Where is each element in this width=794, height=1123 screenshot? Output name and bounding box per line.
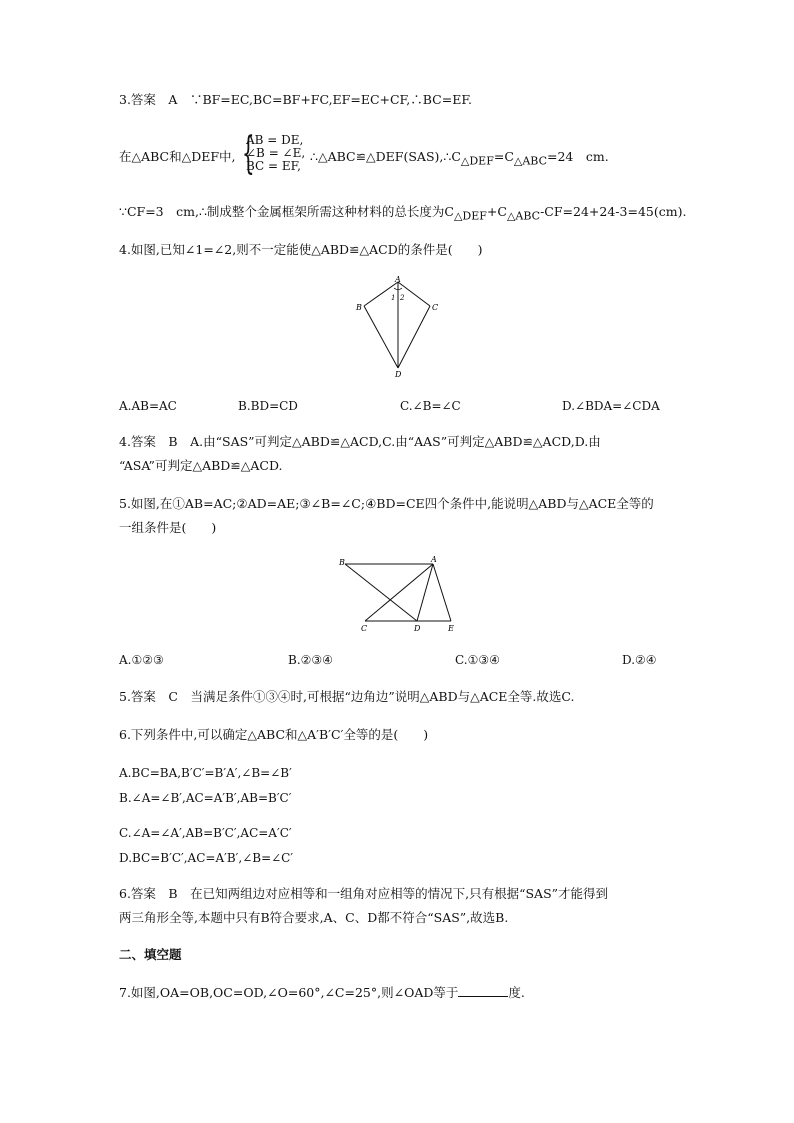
q5-label-E: E [448,624,454,633]
q4-question: 4.如图,已知∠1=∠2,则不一定能使△ABD≌△ACD的条件是( ) [119,242,483,257]
q5-option-c: C.①③④ [455,653,500,667]
q3-system-eq-3: BC = EF, [246,159,301,173]
q4-label-C: C [432,303,439,312]
q4-option-d: D.∠BDA=∠CDA [562,399,660,413]
q5-question-line-1: 5.如图,在①AB=AC;②AD=AE;③∠B=∠C;④BD=CE四个条件中,能说明△ABD与△ACE全等的 [119,496,654,511]
q6-option-c: C.∠A=∠A′,AB=B′C′,AC=A′C′ [119,826,292,840]
q3-system-eq-2: ∠B = ∠E, [246,146,306,160]
q3-sub-def: △DEF [460,154,494,168]
q5-label-C: C [361,624,368,633]
q4-label-A: A [395,275,401,284]
q5-question-line-2: 一组条件是( ) [119,520,217,535]
q6-answer-line-2: 两三角形全等,本题中只有B符合要求,A、C、D都不符合“SAS”,故选B. [119,910,509,925]
q5-option-a: A.①②③ [119,653,164,667]
q3-line3-sub2: △ABC [506,209,541,223]
q4-label-D: D [395,370,402,379]
q4-label-1: 1 [391,294,396,302]
q6-option-d: D.BC=B′C′,AC=A′B′,∠B=∠C′ [119,851,294,865]
q4-kite-figure [350,272,450,382]
q7-question [119,984,525,1001]
q5-label-B: B [339,558,345,567]
q7-answer-blank[interactable] [458,984,508,997]
q4-option-c: C.∠B=∠C [400,399,461,413]
q4-label-B: B [356,303,362,312]
q7-question-text: 7.如图,OA=OB,OC=OD,∠O=60°,∠C=25°,则∠OAD等于 [119,985,459,1000]
q5-option-d: D.②④ [622,653,657,667]
brace-icon: { [242,128,255,179]
q3-answer-line: 3.答案 A ∵BF=EC,BC=BF+FC,EF=EC+CF,∴BC=EF. [119,92,473,107]
q4-label-2: 2 [400,294,405,302]
q5-label-D: D [414,624,421,633]
q3-system-result [310,149,609,170]
q6-option-a: A.BC=BA,B′C′=B′A′,∠B=∠B′ [119,766,292,780]
q5-label-A: A [431,555,437,564]
q6-option-b: B.∠A=∠B′,AC=A′B′,AB=B′C′ [119,791,292,805]
q3-sub-abc: △ABC [513,154,547,168]
q3-line3-sub1: △DEF [453,209,487,223]
q4-answer-line-2: “ASA”可判定△ABD≌△ACD. [119,458,283,473]
q3-tail: =24 cm. [547,149,609,164]
q6-answer-line-1: 6.答案 B 在已知两组边对应相等和一组角对应相等的情况下,只有根据“SAS”才能得到 [119,886,609,901]
q3-line3-a: ∵CF=3 cm,∴制成整个金属框架所需这种材料的总长度为C [119,204,454,219]
q3-line3-b: +C [486,204,507,219]
q4-answer-line-1: 4.答案 B A.由“SAS”可判定△ABD≌△ACD,C.由“AAS”可判定△ABD≌△ACD,D.由 [119,434,601,449]
q5-answer: 5.答案 C 当满足条件①③④时,可根据“边角边”说明△ABD与△ACE全等.故选C. [119,689,575,704]
q3-equation-system [246,134,305,173]
q4-option-a: A.AB=AC [119,399,177,413]
q3-system-eq-1: AB = DE, [246,133,304,147]
q3-line3-c: -CF=24+24-3=45(cm). [540,204,687,219]
q5-triangle-figure [335,555,465,635]
q3-system-prefix: 在△ABC和△DEF中, [119,149,236,164]
q3-conclusion [119,204,686,225]
q3-result-text: ∴△ABC≌△DEF(SAS),∴C [310,149,461,164]
q6-question: 6.下列条件中,可以确定△ABC和△A′B′C′全等的是( ) [119,727,429,742]
q4-option-b: B.BD=CD [238,399,298,413]
q3-eq: =C [493,149,514,164]
q5-option-b: B.②③④ [288,653,333,667]
q7-question-unit: 度. [508,985,525,1000]
section-title: 二、填空题 [119,947,182,962]
